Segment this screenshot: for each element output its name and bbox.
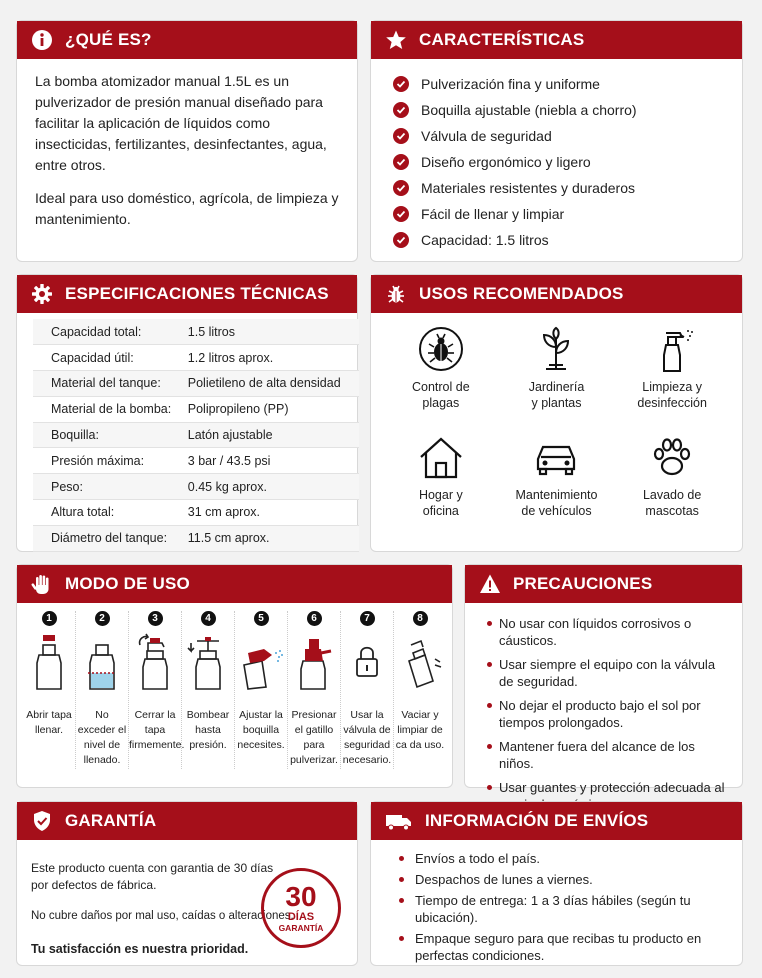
- spec-label: Capacidad útil:: [33, 345, 188, 371]
- uso-hogar: [383, 431, 499, 539]
- garantia-card: [16, 801, 358, 966]
- caracteristica-item: [393, 97, 720, 123]
- spec-value: 11.5 cm aprox.: [188, 525, 359, 551]
- caracteristica-label: Materiales resistentes y duraderos: [421, 180, 635, 196]
- gear-icon: [31, 283, 53, 305]
- step-item: [235, 611, 288, 769]
- usos-title: USOS RECOMENDADOS: [419, 284, 624, 303]
- uso-label-1b: plagas: [422, 396, 460, 410]
- badge-number: 30: [285, 881, 317, 912]
- precaucion-item: Mantener fuera del alcance de los niños.: [487, 738, 728, 772]
- badge-label: GARANTÍA: [278, 923, 324, 933]
- garantia-text-1: Este producto cuenta con garantia de 30 días por defectos de fábrica.: [31, 861, 274, 892]
- step-illustration-icon: [25, 630, 73, 694]
- check-icon: [393, 76, 409, 92]
- warning-icon: [479, 573, 501, 595]
- caracteristica-label: Diseño ergonómico y ligero: [421, 154, 591, 170]
- uso-label-5: Mantenimiento: [515, 488, 598, 502]
- precauciones-card: [464, 564, 743, 795]
- caracteristica-item: [393, 123, 720, 149]
- spec-label: Diámetro del tanque:: [33, 525, 188, 551]
- check-icon: [393, 206, 409, 222]
- house-icon: [415, 431, 467, 483]
- especificaciones-header: [17, 275, 357, 313]
- envio-item: Envíos a todo el país.: [399, 850, 728, 867]
- step-label: Usar la válvula de seguridad necesario.: [342, 709, 392, 766]
- step-item: [76, 611, 129, 769]
- info-icon: [31, 29, 53, 51]
- spray-bottle-icon: [646, 323, 698, 375]
- precauciones-list: [465, 603, 742, 813]
- step-number: 6: [307, 611, 322, 626]
- step-illustration-icon: [131, 630, 179, 694]
- step-item: [288, 611, 341, 769]
- garantia-text-3: Tu satisfacción es nuestra prioridad.: [31, 942, 249, 956]
- precaucion-item: Usar guantes y protección adecuada al: [487, 779, 728, 813]
- step-illustration-icon: [184, 630, 232, 694]
- que-es-description: La bomba atomizador manual 1.5L es un pulverizador de presión manual diseñado para facilitar la aplicación de líquidos como insecticidas, fertilizantes, desinfectantes, agua, entre otros.: [35, 73, 327, 173]
- modo-title: MODO DE USO: [65, 574, 190, 593]
- caracteristica-item: [393, 227, 720, 253]
- hand-icon: [31, 573, 53, 595]
- step-label: No exceder el nivel de llenado.: [77, 709, 127, 766]
- step-item: [23, 611, 76, 769]
- modo-card: [16, 564, 453, 788]
- uso-label-3b: desinfección: [637, 396, 707, 410]
- uso-limpieza: [614, 323, 730, 431]
- spec-value: Polietileno de alta densidad: [188, 371, 359, 397]
- step-label: Ajustar la boquilla necesites.: [237, 709, 285, 751]
- spec-row: [33, 525, 359, 551]
- caracteristica-label: Fácil de llenar y limpiar: [421, 206, 565, 222]
- badge-days: DÍAS: [287, 911, 315, 923]
- step-number: 7: [360, 611, 375, 626]
- uso-label-1: Control de: [411, 380, 470, 394]
- spec-value: 3 bar / 43.5 psi: [188, 448, 359, 474]
- step-illustration-icon: [78, 630, 126, 694]
- step-number: 3: [148, 611, 163, 626]
- caracteristicas-title: CARACTERÍSTICAS: [419, 30, 585, 49]
- uso-label-3: Limpieza y: [642, 380, 703, 394]
- spec-value: 31 cm aprox.: [188, 500, 359, 526]
- uso-label-2: Jardinería: [528, 380, 585, 394]
- step-illustration-icon: [237, 630, 285, 694]
- spec-row: [33, 500, 359, 526]
- usos-grid: [371, 313, 742, 539]
- que-es-header: [17, 21, 357, 59]
- envios-title: INFORMACIÓN DE ENVÍOS: [425, 811, 649, 830]
- spec-value: 1.5 litros: [188, 319, 359, 345]
- caracteristica-label: Pulverización fina y uniforme: [421, 76, 600, 92]
- spec-label: Presión máxima:: [33, 448, 188, 474]
- caracteristica-item: [393, 201, 720, 227]
- garantia-header: [17, 802, 357, 840]
- caracteristica-label: Válvula de seguridad: [421, 128, 552, 144]
- step-item: [394, 611, 446, 769]
- spec-value: Polipropileno (PP): [188, 396, 359, 422]
- check-icon: [393, 180, 409, 196]
- step-number: 2: [95, 611, 110, 626]
- spec-row: [33, 345, 359, 371]
- caracteristicas-header: [371, 21, 742, 59]
- caracteristicas-card: [370, 20, 743, 262]
- caracteristica-label: Capacidad: 1.5 litros: [421, 232, 549, 248]
- uso-control-plagas: [383, 323, 499, 431]
- check-icon: [393, 102, 409, 118]
- step-number: 4: [201, 611, 216, 626]
- garantia-title: GARANTÍA: [65, 811, 157, 830]
- uso-vehiculos: [499, 431, 615, 539]
- envios-list: [371, 840, 742, 964]
- spec-row: [33, 319, 359, 345]
- especificaciones-title: ESPECIFICACIONES TÉCNICAS: [65, 284, 329, 303]
- step-item: [182, 611, 235, 769]
- modo-header: [17, 565, 452, 603]
- precaucion-item: Usar siempre el equipo con la válvula de seguridad.: [487, 656, 728, 690]
- step-illustration-icon: [396, 630, 444, 694]
- uso-label-2b: y plantas: [531, 396, 582, 410]
- garantia-text-2: No cubre daños por mal uso, caídas o alteraciones.: [31, 910, 294, 922]
- spec-row: [33, 371, 359, 397]
- que-es-ideal: Ideal para uso doméstico, agrícola, de limpieza y mantenimiento.: [35, 190, 339, 227]
- spec-row: [33, 422, 359, 448]
- precaucion-item: No usar con líquidos corrosivos o cáusticos.: [487, 615, 728, 649]
- uso-label-5b: de vehículos: [521, 504, 592, 518]
- spec-label: Capacidad total:: [33, 319, 188, 345]
- step-label: Bombear hasta presión.: [186, 709, 230, 751]
- spec-label: Material del tanque:: [33, 371, 188, 397]
- uso-label-6b: mascotas: [645, 504, 699, 518]
- paw-icon: [646, 431, 698, 483]
- bug-icon: [385, 283, 407, 305]
- especificaciones-card: [16, 274, 358, 552]
- star-icon: [385, 29, 407, 51]
- spec-row: [33, 448, 359, 474]
- step-illustration-icon: [290, 630, 338, 694]
- spec-row: [33, 474, 359, 500]
- spec-label: Peso:: [33, 474, 188, 500]
- spec-value: Latón ajustable: [188, 422, 359, 448]
- precauciones-header: [465, 565, 742, 603]
- envios-card: [370, 801, 743, 966]
- step-number: 1: [42, 611, 57, 626]
- step-label: Vaciar y limpiar de ca da uso.: [395, 709, 445, 751]
- envios-header: [371, 802, 742, 840]
- que-es-card: [16, 20, 358, 262]
- caracteristica-item: [393, 149, 720, 175]
- check-icon: [393, 154, 409, 170]
- envio-item: Tiempo de entrega: 1 a 3 días hábiles (según tu ubicación).: [399, 892, 728, 926]
- step-item: [129, 611, 185, 769]
- step-label: Presionar el gatillo para pulverizar.: [290, 709, 338, 766]
- step-label: Abrir tapa llenar.: [26, 709, 72, 736]
- spec-value: 1.2 litros aprox.: [188, 345, 359, 371]
- truck-icon: [385, 810, 413, 832]
- spec-label: Boquilla:: [33, 422, 188, 448]
- uso-label-6: Lavado de: [642, 488, 702, 502]
- step-number: 8: [413, 611, 428, 626]
- spec-label: Altura total:: [33, 500, 188, 526]
- caracteristica-item: [393, 71, 720, 97]
- usos-card: [370, 274, 743, 552]
- envio-item: Despachos de lunes a viernes.: [399, 871, 728, 888]
- que-es-title: ¿QUÉ ES?: [65, 30, 152, 49]
- shield-check-icon: [31, 810, 53, 832]
- uso-label-4: Hogar y: [418, 488, 463, 502]
- step-item: [341, 611, 394, 769]
- caracteristicas-list: [371, 59, 742, 265]
- check-icon: [393, 232, 409, 248]
- precauciones-title: PRECAUCIONES: [513, 574, 653, 593]
- beetle-icon: [415, 323, 467, 375]
- modo-steps: [17, 603, 452, 769]
- uso-mascotas: [614, 431, 730, 539]
- check-icon: [393, 128, 409, 144]
- step-illustration-icon: [343, 630, 391, 694]
- plant-icon: [530, 323, 582, 375]
- uso-label-4b: oficina: [422, 504, 459, 518]
- uso-jardineria: [499, 323, 615, 431]
- step-label: Cerrar la tapa firmemente.: [129, 709, 185, 751]
- specs-table: [33, 319, 359, 552]
- caracteristica-item: [393, 175, 720, 201]
- usos-header: [371, 275, 742, 313]
- garantia-badge: [261, 868, 341, 948]
- caracteristica-label: Boquilla ajustable (niebla a chorro): [421, 102, 637, 118]
- spec-row: [33, 396, 359, 422]
- precaucion-item: No dejar el producto bajo el sol por tiempos prolongados.: [487, 697, 728, 731]
- car-icon: [530, 431, 582, 483]
- spec-label: Material de la bomba:: [33, 396, 188, 422]
- spec-value: 0.45 kg aprox.: [188, 474, 359, 500]
- step-number: 5: [254, 611, 269, 626]
- envio-item: Empaque seguro para que recibas tu producto en perfectas condiciones.: [399, 930, 728, 964]
